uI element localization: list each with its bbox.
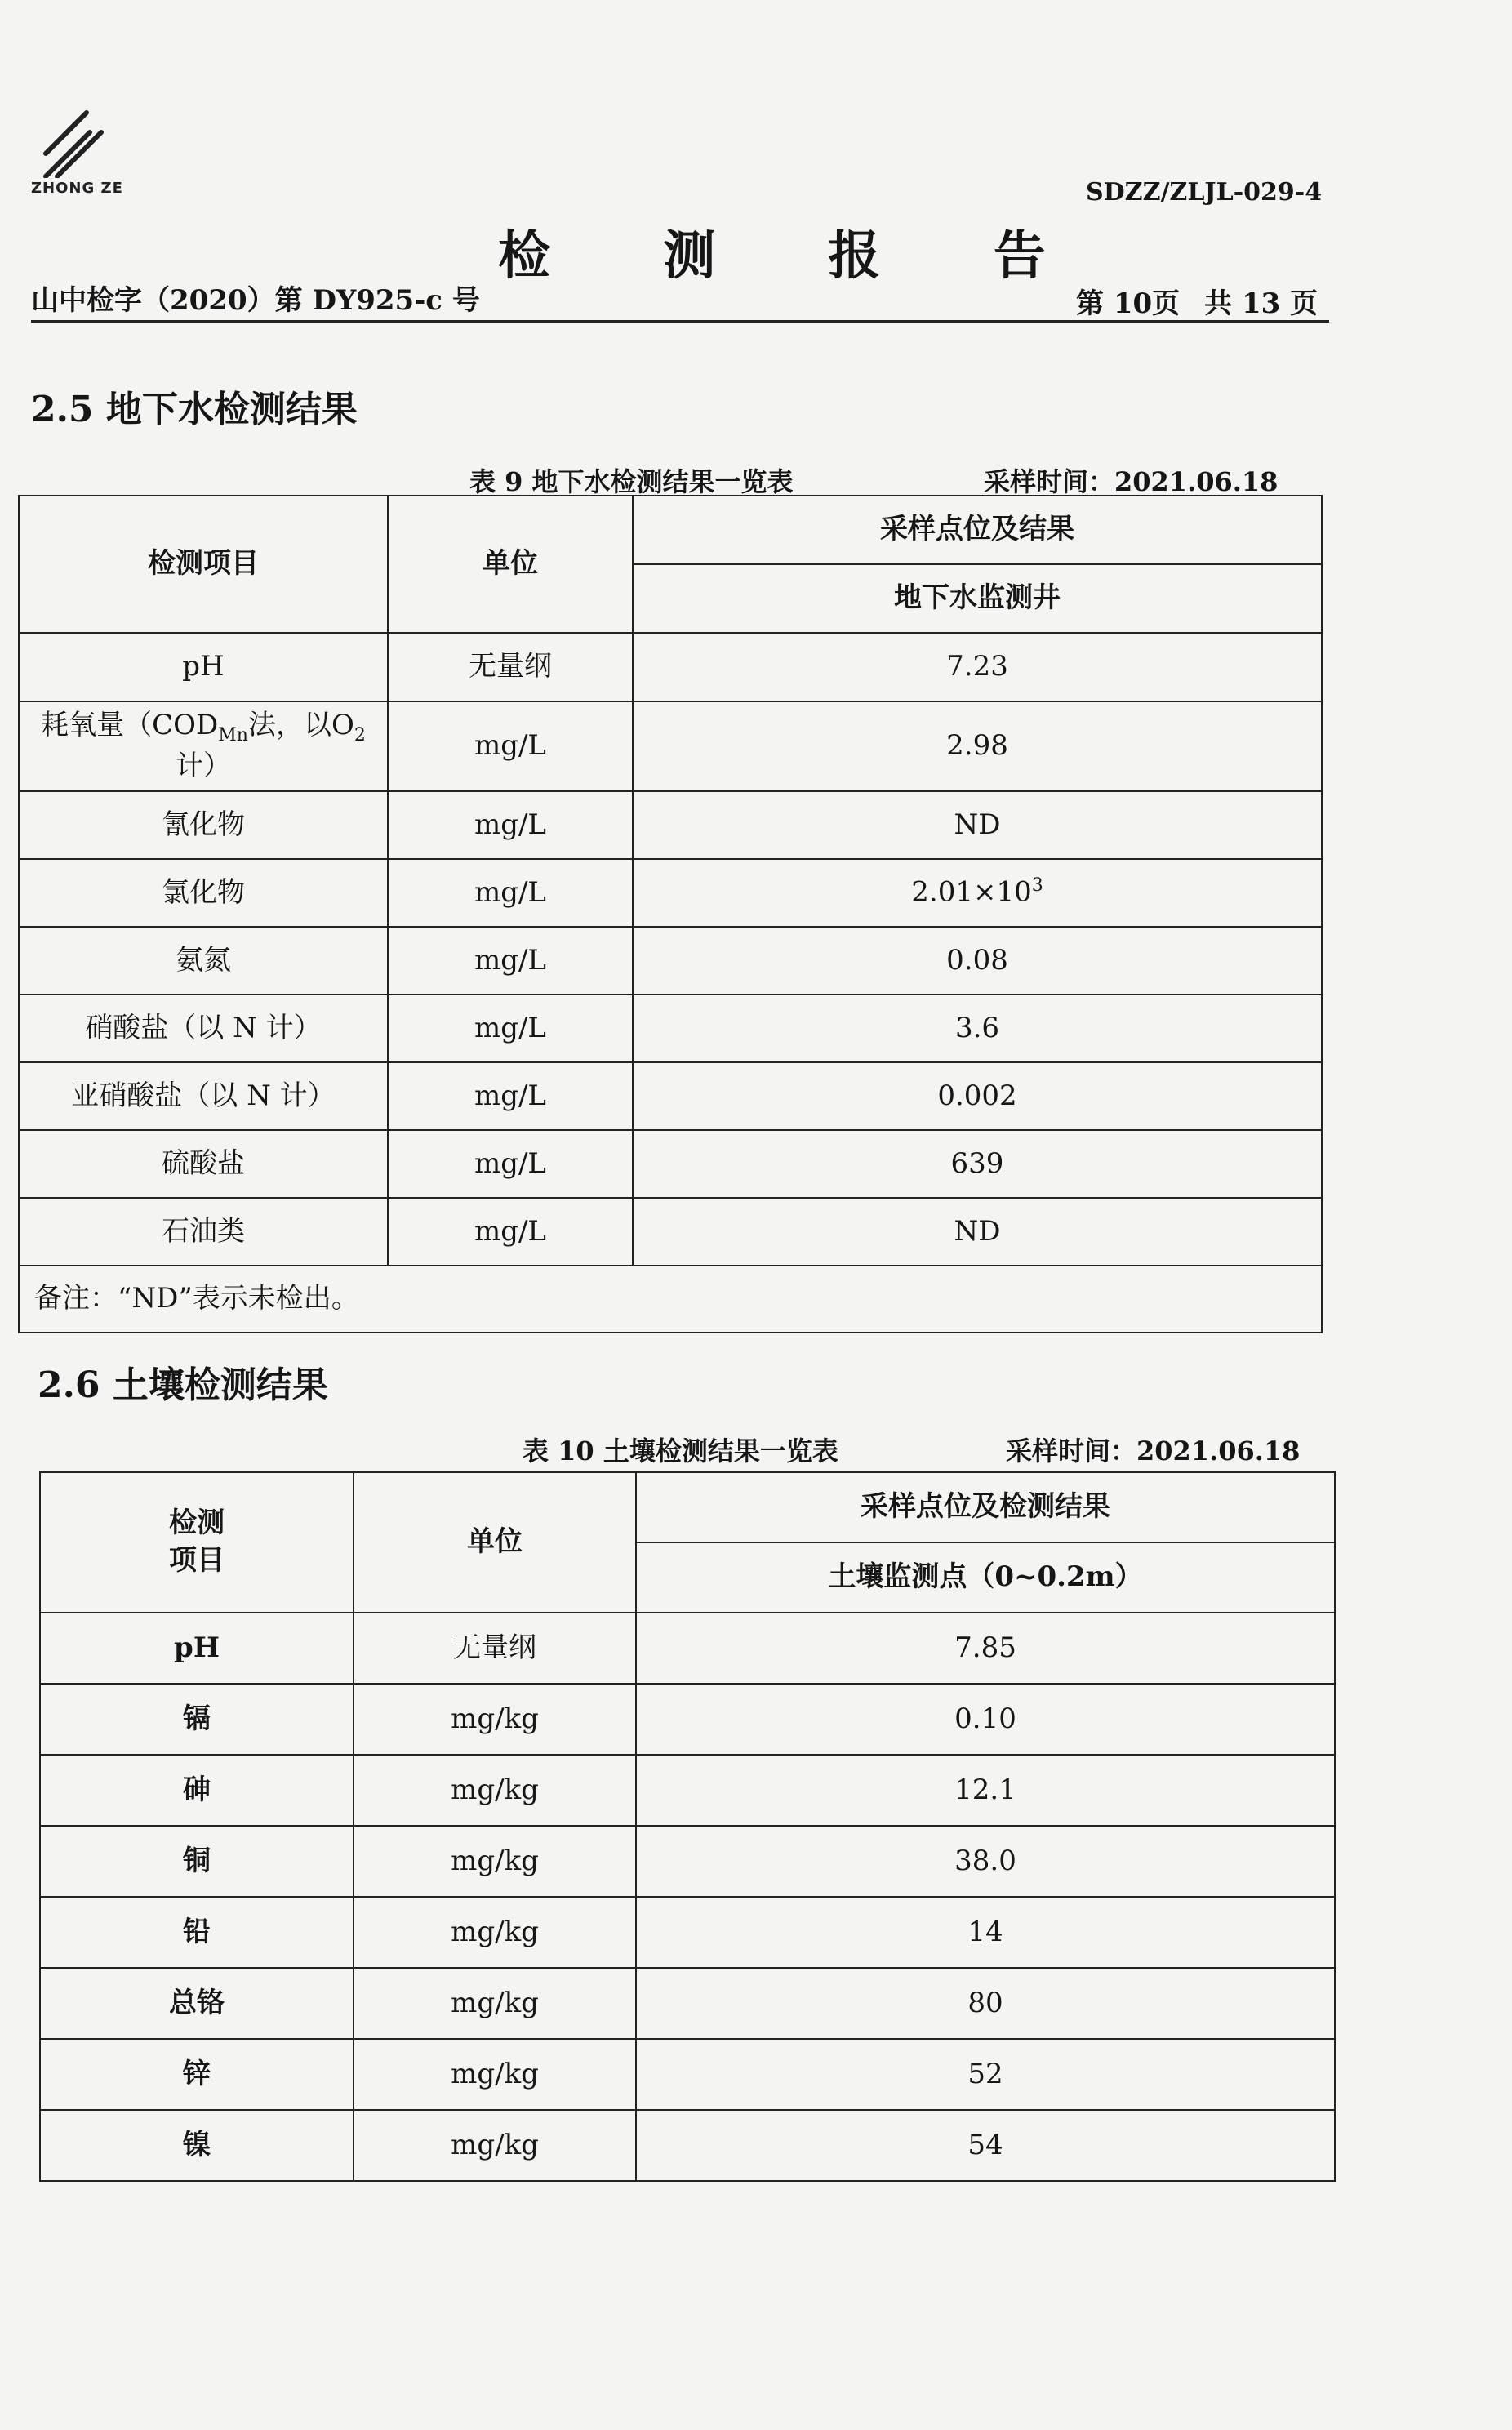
item-cell: pH [19,633,388,701]
company-logo [31,105,121,202]
table-row [40,2039,1335,2110]
value-cell: 12.1 [636,1755,1335,1826]
table-row [19,927,1322,995]
item-cell: 硫酸盐 [19,1130,388,1198]
unit-cell: mg/L [388,1062,633,1130]
unit-cell: mg/kg [354,1897,636,1968]
unit-cell: mg/L [388,927,633,995]
item-cell: 铅 [40,1897,354,1968]
item-cell: 镍 [40,2110,354,2181]
soil-table-caption [523,1431,1301,1468]
unit-cell: mg/L [388,995,633,1062]
col-header-unit: 单位 [354,1472,636,1613]
col-header-item: 检测项目 [19,496,388,633]
unit-cell: mg/kg [354,2110,636,2181]
unit-cell: mg/L [388,1130,633,1198]
item-cell: pH [40,1613,354,1684]
item-cell: 铜 [40,1826,354,1897]
table-row [19,995,1322,1062]
report-number: 山中检字（2020）第 DY925-c 号 [31,284,480,317]
table-row [40,1684,1335,1755]
value-cell: 3.6 [633,995,1322,1062]
unit-cell: 无量纲 [354,1613,636,1684]
header-rule [31,320,1329,323]
item-cell: 耗氧量（$COD_{Mn}$法，以$O_2$ 计） [19,701,388,791]
unit-cell: mg/kg [354,1826,636,1897]
table-row [19,859,1322,927]
table-row [19,701,1322,791]
value-cell: 52 [636,2039,1335,2110]
table-note-row [19,1266,1322,1333]
logo-text: ZHONG ZE [31,180,123,197]
groundwater-caption-text: 表 9 地下水检测结果一览表 [469,466,794,497]
table-row [19,791,1322,859]
soil-results-table [39,1471,1336,2182]
item-cell: 石油类 [19,1198,388,1266]
table-row [19,1198,1322,1266]
table-row [40,2110,1335,2181]
unit-cell: mg/kg [354,2039,636,2110]
item-cell: 总铬 [40,1968,354,2039]
col-header-result-group: 采样点位及检测结果 [636,1472,1335,1542]
col-header-result-group: 采样点位及结果 [633,496,1322,564]
report-title: 检 测 报 告 [498,225,1093,287]
page-info [1076,281,1342,321]
table-row [40,1897,1335,1968]
col-header-monitoring-well: 地下水监测井 [633,564,1322,633]
soil-section-title: 2.6 土壤检测结果 [38,1364,328,1406]
unit-cell: mg/L [388,1198,633,1266]
table-row [40,1613,1335,1684]
col-header-soil-point: 土壤监测点（0~0.2m） [636,1542,1335,1613]
value-cell: 0.10 [636,1684,1335,1755]
soil-caption-text: 表 10 土壤检测结果一览表 [523,1435,838,1466]
unit-cell: mg/kg [354,1755,636,1826]
unit-cell: 无量纲 [388,633,633,701]
value-cell: 38.0 [636,1826,1335,1897]
table-note: 备注：“ND”表示未检出。 [19,1266,1322,1333]
value-cell: 0.002 [633,1062,1322,1130]
item-cell: 氯化物 [19,859,388,927]
item-cell: 氰化物 [19,791,388,859]
value-cell: 80 [636,1968,1335,2039]
item-cell: 氨氮 [19,927,388,995]
value-cell: ND [633,1198,1322,1266]
value-cell: 14 [636,1897,1335,1968]
item-cell: 亚硝酸盐（以 N 计） [19,1062,388,1130]
table-row [19,1062,1322,1130]
value-cell: 7.23 [633,633,1322,701]
document-code: SDZZ/ZLJL-029-4 [1086,178,1323,207]
unit-cell: mg/L [388,859,633,927]
table-row [19,1130,1322,1198]
value-cell: $2.01\times 10^3$ [633,859,1322,927]
table-row [19,633,1322,701]
value-cell: 2.98 [633,701,1322,791]
item-cell: 硝酸盐（以 N 计） [19,995,388,1062]
item-cell: 砷 [40,1755,354,1826]
page-total: 共 13 页 [1204,287,1319,320]
value-cell: 0.08 [633,927,1322,995]
value-cell: ND [633,791,1322,859]
soil-sampling-time: 采样时间：2021.06.18 [1006,1435,1301,1466]
unit-cell: mg/L [388,791,633,859]
table-row [40,1968,1335,2039]
table-row [40,1826,1335,1897]
unit-cell: mg/L [388,701,633,791]
item-cell: 镉 [40,1684,354,1755]
value-cell: 54 [636,2110,1335,2181]
unit-cell: mg/kg [354,1684,636,1755]
value-cell: 639 [633,1130,1322,1198]
page-number: 第 10页 [1076,287,1181,320]
table-row [40,1755,1335,1826]
value-cell: 7.85 [636,1613,1335,1684]
groundwater-section-title: 2.5 地下水检测结果 [31,389,358,430]
col-header-unit: 单位 [388,496,633,633]
item-cell: 锌 [40,2039,354,2110]
groundwater-results-table [18,495,1323,1333]
groundwater-sampling-time: 采样时间：2021.06.18 [984,466,1279,497]
unit-cell: mg/kg [354,1968,636,2039]
zhongze-logo-icon [39,105,113,178]
col-header-item: 检测 项目 [40,1472,354,1613]
groundwater-table-caption [469,461,1279,499]
